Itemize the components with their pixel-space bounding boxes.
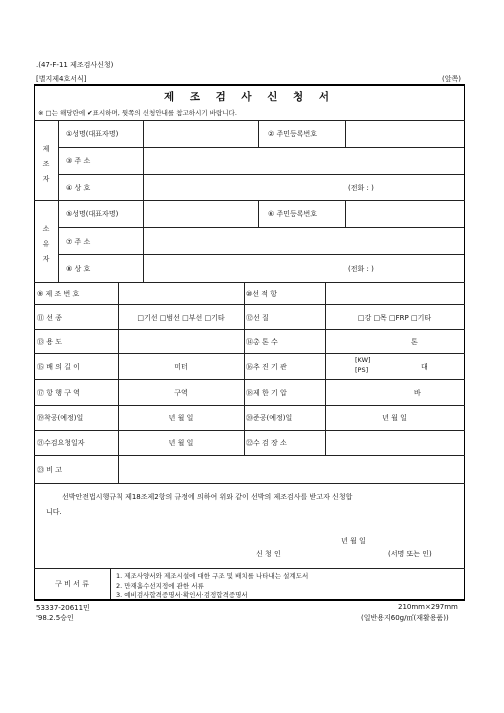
signature-label[interactable]: (서명 또는 인) xyxy=(388,550,432,558)
notice-text: ※ □는 해당란에 ✔표시하며, 뒷쪽의 신청안내를 참고하시기 바랍니다. xyxy=(38,109,237,117)
start-date-label: ⑲착공(예정)일 xyxy=(37,414,84,422)
navigation-area-unit: 구역 xyxy=(174,389,188,397)
manufacturer-address-field[interactable] xyxy=(144,148,463,173)
applicant-label: 신 청 인 xyxy=(256,550,281,558)
required-documents-label: 구 비 서 류 xyxy=(55,580,89,588)
owner-address-field[interactable] xyxy=(144,228,463,253)
owner-trade-field[interactable] xyxy=(144,255,344,281)
inspection-request-date-label: ㉑수검요청일자 xyxy=(37,439,85,447)
ship-type-options[interactable]: □기선 □범선 □부선 □기타 xyxy=(137,314,225,322)
manufacturer-section-label: 제 조 자 xyxy=(42,145,50,183)
manufacturer-name-field[interactable] xyxy=(144,121,257,146)
declaration-date: 년 월 일 xyxy=(341,537,366,545)
attachment-label: [별지제4호서식] xyxy=(36,75,87,83)
navigation-area-label: ⑰ 항 행 구 역 xyxy=(37,389,80,397)
port-of-registry-field[interactable] xyxy=(326,283,463,303)
page-title: 제 조 검 사 신 청 서 xyxy=(164,91,335,103)
owner-name-label: ⑤성명(대표자명) xyxy=(66,210,119,218)
owner-name-field[interactable] xyxy=(144,201,257,226)
remarks-field[interactable] xyxy=(119,456,463,482)
tonnage-label: ⑭총 톤 수 xyxy=(246,338,278,346)
document-item: 3. 예비검사합격증명서·확인서·검정합격증명서 xyxy=(116,591,248,599)
form-number: 53337-20611민 xyxy=(36,604,90,612)
page-side-label: (앞쪽) xyxy=(442,75,461,83)
manufacturer-address-label: ③ 주 소 xyxy=(66,157,91,165)
pressure-limit-label: ⑱제 한 기 압 xyxy=(246,389,287,397)
inspection-request-date-field[interactable]: 년 월 일 xyxy=(168,439,194,447)
inspection-place-field[interactable] xyxy=(326,431,463,454)
document-item: 2. 만재흘수선지정에 관한 서류 xyxy=(116,581,204,590)
hull-number-field[interactable] xyxy=(119,283,243,303)
hull-number-label: ⑨ 제 조 번 호 xyxy=(37,290,80,298)
pressure-limit-unit: 바 xyxy=(414,389,421,397)
hull-material-label: ⑫선 질 xyxy=(246,314,269,322)
owner-id-label: ⑥ 주민등록번호 xyxy=(268,210,318,218)
use-field[interactable] xyxy=(119,330,243,352)
owner-phone-label: (전화 : ) xyxy=(348,265,374,273)
remarks-label: ㉓ 비 고 xyxy=(37,466,62,474)
manufacturer-id-field[interactable] xyxy=(346,121,463,146)
manufacturer-phone-label: (전화 : ) xyxy=(348,184,374,192)
owner-address-label: ⑦ 주 소 xyxy=(66,238,91,246)
engine-unit-kw: [KW] xyxy=(355,356,371,364)
engine-count-unit: 대 xyxy=(421,363,428,371)
declaration-line-1: 선박안전법시행규칙 제18조제2항의 규정에 의하여 위와 같이 선박의 제조검사를 받고자 신청합 xyxy=(62,493,353,501)
start-date-field[interactable]: 년 월 일 xyxy=(168,414,194,422)
port-of-registry-label: ⑩선 적 항 xyxy=(246,290,278,298)
owner-id-field[interactable] xyxy=(346,201,463,226)
declaration-line-2: 니다. xyxy=(46,508,62,516)
owner-section-label: 소 유 자 xyxy=(42,225,50,263)
manufacturer-id-label: ② 주민등록번호 xyxy=(268,130,318,138)
ship-type-label: ⑪ 선 종 xyxy=(37,314,62,322)
use-label: ⑬ 용 도 xyxy=(37,338,62,346)
hull-material-options[interactable]: □강 □목 □FRP □기타 xyxy=(357,314,432,322)
document-item: 1. 제조사양서와 제조시설에 대한 구조 및 배치를 나타내는 설계도서 xyxy=(116,572,309,580)
inspection-place-label: ㉒수 검 장 소 xyxy=(246,439,287,447)
length-label: ⑮ 배 의 길 이 xyxy=(37,363,80,371)
approval-date: '98.2.5승인 xyxy=(36,614,74,622)
manufacturer-trade-label: ④ 상 호 xyxy=(66,184,91,192)
owner-trade-label: ⑧ 상 호 xyxy=(66,265,91,273)
engine-label: ⑯추 진 기 관 xyxy=(246,363,287,371)
form-code: .(47-F-11 제조검사신청) xyxy=(36,61,114,69)
manufacturer-trade-field[interactable] xyxy=(144,175,344,199)
paper-size: 210mm×297mm xyxy=(398,603,458,611)
tonnage-unit: 톤 xyxy=(411,338,418,346)
paper-spec: (일반용지60g/㎡(재활용품)) xyxy=(361,614,449,622)
finish-date-label: ⑳준공(예정)일 xyxy=(246,414,293,422)
engine-unit-ps: [PS] xyxy=(355,366,369,374)
finish-date-field[interactable]: 년 월 일 xyxy=(382,414,407,422)
length-unit: 미터 xyxy=(174,363,188,371)
required-documents-list xyxy=(116,572,308,601)
manufacturer-name-label: ①성명(대표자명) xyxy=(66,130,119,138)
